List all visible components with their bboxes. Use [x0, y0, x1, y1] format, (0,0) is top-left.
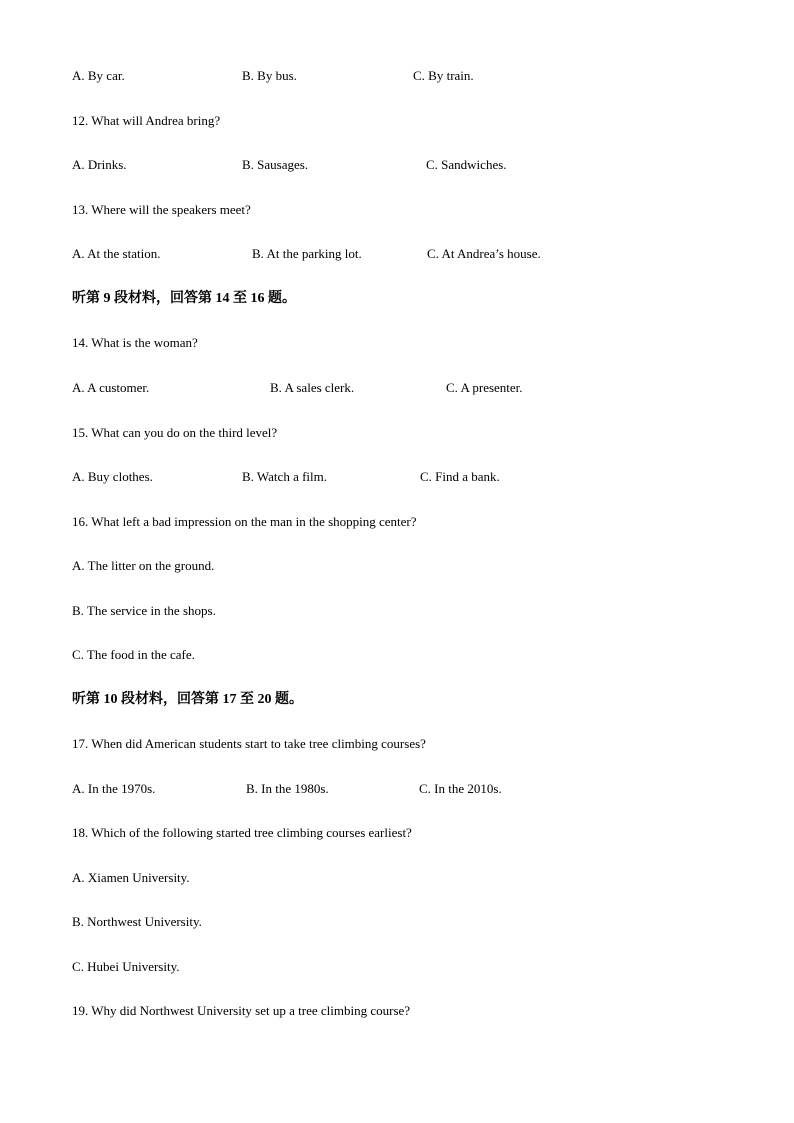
question-19: 19. Why did Northwest University set up a tree climbing course?	[72, 1003, 411, 1018]
option-c: C. The food in the cafe.	[72, 647, 195, 662]
option-a: A. A customer.	[72, 380, 150, 395]
question-15: 15. What can you do on the third level?	[72, 425, 278, 440]
option-c: C. By train.	[413, 68, 474, 83]
option-c: C. Hubei University.	[72, 959, 180, 974]
option-c: C. At Andrea’s house.	[427, 246, 541, 261]
option-c: C. Find a bank.	[420, 469, 500, 484]
option-b: B. By bus.	[242, 68, 297, 83]
option-c: C. Sandwiches.	[426, 157, 507, 172]
option-a: A. At the station.	[72, 246, 161, 261]
option-b: B. The service in the shops.	[72, 603, 216, 618]
option-b: B. Northwest University.	[72, 914, 202, 929]
section-heading: 听第 9 段材料，回答第 14 至 16 题。	[72, 291, 296, 306]
option-a: A. Buy clothes.	[72, 469, 153, 484]
option-c: C. In the 2010s.	[419, 781, 502, 796]
option-b: B. At the parking lot.	[252, 246, 362, 261]
option-b: B. Watch a film.	[242, 469, 328, 484]
option-c: C. A presenter.	[446, 380, 523, 395]
question-14: 14. What is the woman?	[72, 335, 198, 350]
option-b: B. Sausages.	[242, 157, 309, 172]
option-a: A. The litter on the ground.	[72, 558, 215, 573]
option-a: A. In the 1970s.	[72, 781, 156, 796]
option-b: B. In the 1980s.	[246, 781, 329, 796]
question-16: 16. What left a bad impression on the man in the shopping center?	[72, 514, 417, 529]
option-a: A. Drinks.	[72, 157, 127, 172]
option-a: A. Xiamen University.	[72, 870, 190, 885]
question-18: 18. Which of the following started tree climbing courses earliest?	[72, 825, 412, 840]
question-17: 17. When did American students start to take tree climbing courses?	[72, 736, 426, 751]
question-13: 13. Where will the speakers meet?	[72, 202, 251, 217]
option-b: B. A sales clerk.	[270, 380, 355, 395]
option-a: A. By car.	[72, 68, 125, 83]
question-12: 12. What will Andrea bring?	[72, 113, 221, 128]
section-heading: 听第 10 段材料，回答第 17 至 20 题。	[72, 692, 303, 707]
